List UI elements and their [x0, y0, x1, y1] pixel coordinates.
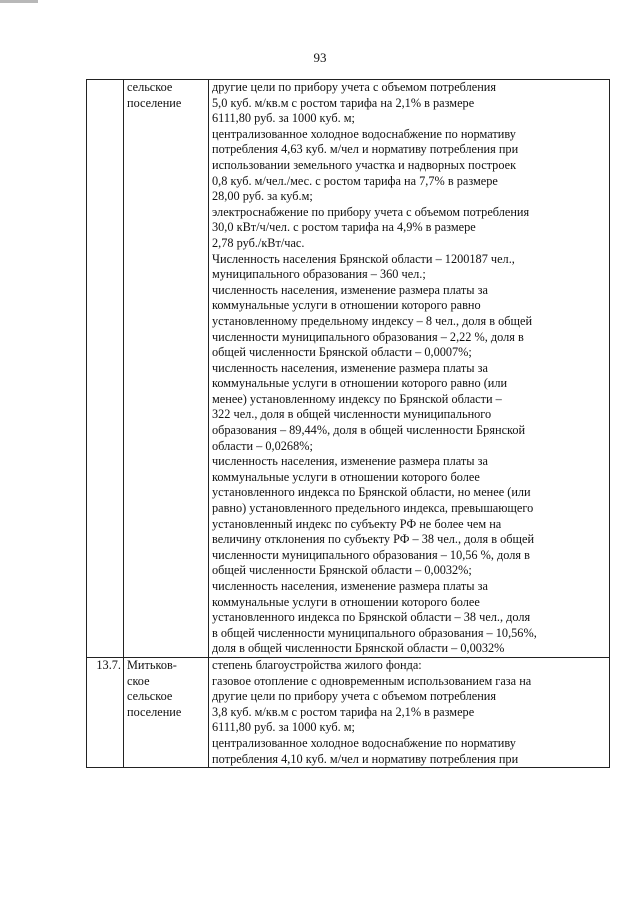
description-line: 30,0 кВт/ч/чел. с ростом тарифа на 4,9% в размере [212, 220, 476, 235]
description-line: величину отклонения по субъекту РФ – 38 чел., доля в общей [212, 532, 535, 547]
description-line: 0,8 куб. м/чел./мес. с ростом тарифа на 7,7% в размере [212, 173, 498, 188]
municipality-cell [124, 80, 209, 658]
description-line: 6111,80 руб. за 1000 куб. м; [212, 111, 355, 126]
row-number-cell [87, 80, 124, 658]
description-line: доля в общей численности Брянской области – 0,0032% [212, 641, 505, 656]
description-line: численность населения, изменение размера платы за [212, 282, 488, 297]
tariff-table [86, 79, 610, 768]
description-line: численность населения, изменение размера платы за [212, 579, 488, 593]
description-line: численности муниципального образования – 10,56 %, доля в [212, 547, 530, 562]
description-line: 3,8 куб. м/кв.м с ростом тарифа на 2,1% в размере [212, 704, 475, 719]
description-line: использовании земельного участка и надворных построек [212, 157, 517, 172]
description-line: численности муниципального образования – 2,22 %, доля в [212, 329, 524, 344]
description-line: области – 0,0268%; [212, 438, 313, 453]
description-line: коммунальные услуги в отношении которого более [212, 469, 480, 484]
description-line: 28,00 руб. за куб.м; [212, 189, 313, 204]
description-line: централизованное холодное водоснабжение по нормативу [212, 126, 516, 141]
description-cell [209, 657, 610, 767]
description-line: численность населения, изменение размера платы за [212, 454, 488, 469]
description-line: в общей численности муниципального образования – 10,56%, [212, 625, 537, 640]
description-line: установленный индекс по субъекту РФ не более чем на [212, 516, 502, 531]
municipality-cell [124, 657, 209, 767]
description-line: 5,0 куб. м/кв.м с ростом тарифа на 2,1% в размере [212, 95, 475, 110]
description-line: образования – 89,44%, доля в общей численности Брянской [212, 423, 526, 438]
description-line: коммунальные услуги в отношении которого равно (или [212, 376, 508, 391]
municipality-line: сельское [127, 80, 173, 94]
description-line: установленному предельному индексу – 8 чел., доля в общей [212, 313, 533, 328]
description-line: общей численности Брянской области – 0,0007%; [212, 345, 472, 360]
description-line: общей численности Брянской области – 0,0032%; [212, 563, 472, 578]
description-line: 322 чел., доля в общей численности муниципального [212, 407, 492, 422]
description-line: коммунальные услуги в отношении которого более [212, 594, 480, 609]
description-line: коммунальные услуги в отношении которого равно [212, 298, 481, 313]
description-line: равно) установленного предельного индекса, превышающего [212, 501, 534, 516]
description-line: потребления 4,63 куб. м/чел и нормативу потребления при [212, 142, 519, 157]
description-line: муниципального образования – 360 чел.; [212, 267, 426, 282]
municipality-line: сельское [127, 689, 173, 704]
description-line: численность населения, изменение размера платы за [212, 360, 488, 375]
description-line: менее) установленному индексу по Брянской области – [212, 391, 502, 406]
description-line: установленного индекса по Брянской области, но менее (или [212, 485, 531, 500]
description-line: 2,78 руб./кВт/час. [212, 235, 305, 250]
description-line: другие цели по прибору учета с объемом потребления [212, 689, 497, 704]
table-row [87, 80, 610, 658]
description-line: другие цели по прибору учета с объемом потребления [212, 80, 497, 94]
description-line: степень благоустройства жилого фонда: [212, 657, 422, 672]
description-line: Численность населения Брянской области – 1200187 чел., [212, 251, 515, 266]
description-cell [209, 80, 610, 658]
description-line: 6111,80 руб. за 1000 куб. м; [212, 720, 355, 735]
description-line: централизованное холодное водоснабжение по нормативу [212, 735, 516, 750]
municipality-line: ское [127, 673, 150, 688]
row-number-cell [87, 657, 124, 767]
municipality-line: поселение [127, 95, 182, 110]
table-row [87, 657, 610, 767]
municipality-line: поселение [127, 704, 182, 719]
scan-artifact [0, 0, 38, 3]
description-line: электроснабжение по прибору учета с объемом потребления [212, 204, 530, 219]
description-line: потребления 4,10 куб. м/чел и нормативу потребления при [212, 751, 519, 766]
row-number: 13.7. [96, 657, 121, 672]
page-number: 93 [313, 50, 327, 65]
municipality-line: Митьков- [127, 657, 177, 672]
description-line: газовое отопление с одновременным использованием газа на [212, 673, 532, 688]
description-line: установленного индекса по Брянской области – 38 чел., доля [212, 610, 531, 625]
